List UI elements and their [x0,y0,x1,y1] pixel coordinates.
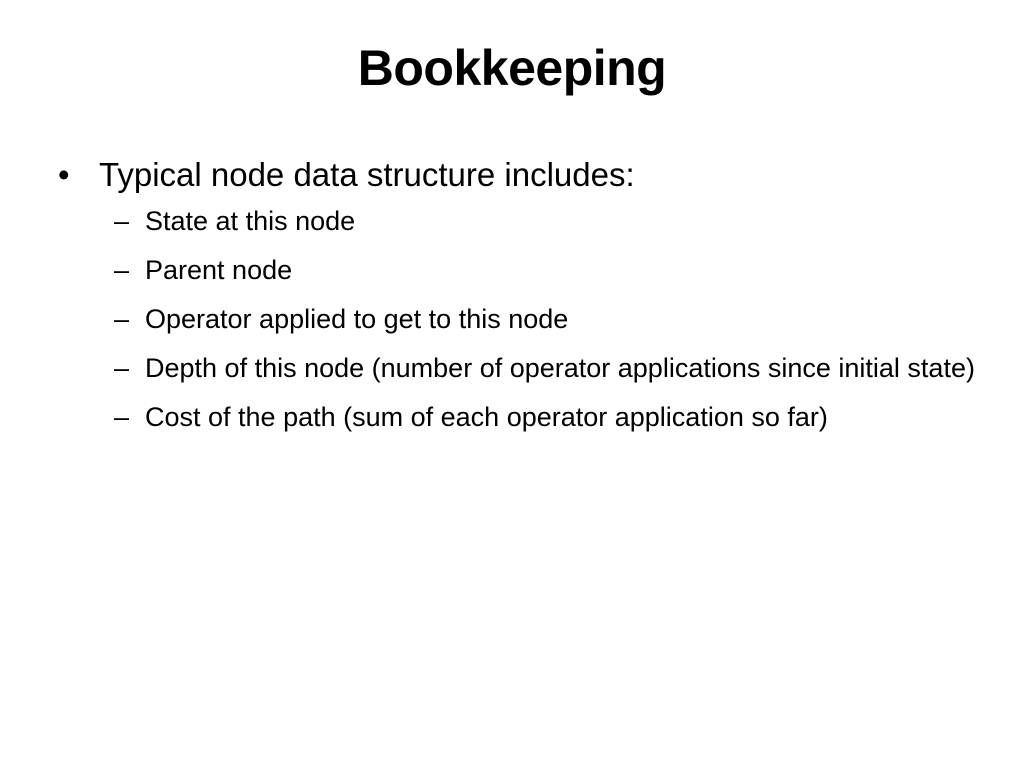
sub-bullet-item [114,300,978,339]
dash-marker: – [114,402,130,432]
bullet-text: Typical node data structure includes: [99,156,635,193]
sub-bullet-item [114,398,978,437]
slide-content [58,152,978,447]
sub-bullet-item [114,349,978,388]
bullet-marker: • [58,156,70,193]
slide-title: Bookkeeping [357,40,667,96]
sub-bullet-text: Depth of this node (number of operator applications since initial state) [145,353,975,383]
dash-marker: – [114,353,130,383]
sub-bullet-item [114,202,978,241]
dash-marker: – [114,255,130,285]
sub-bullet-text: Operator applied to get to this node [145,304,569,334]
sub-bullet-item [114,251,978,290]
bullet-item [58,152,978,198]
sub-bullet-text: Parent node [145,255,293,285]
sub-bullet-list [114,202,978,437]
dash-marker: – [114,304,130,334]
sub-bullet-text: State at this node [145,206,356,236]
dash-marker: – [114,206,130,236]
sub-bullet-text: Cost of the path (sum of each operator application so far) [145,402,828,432]
